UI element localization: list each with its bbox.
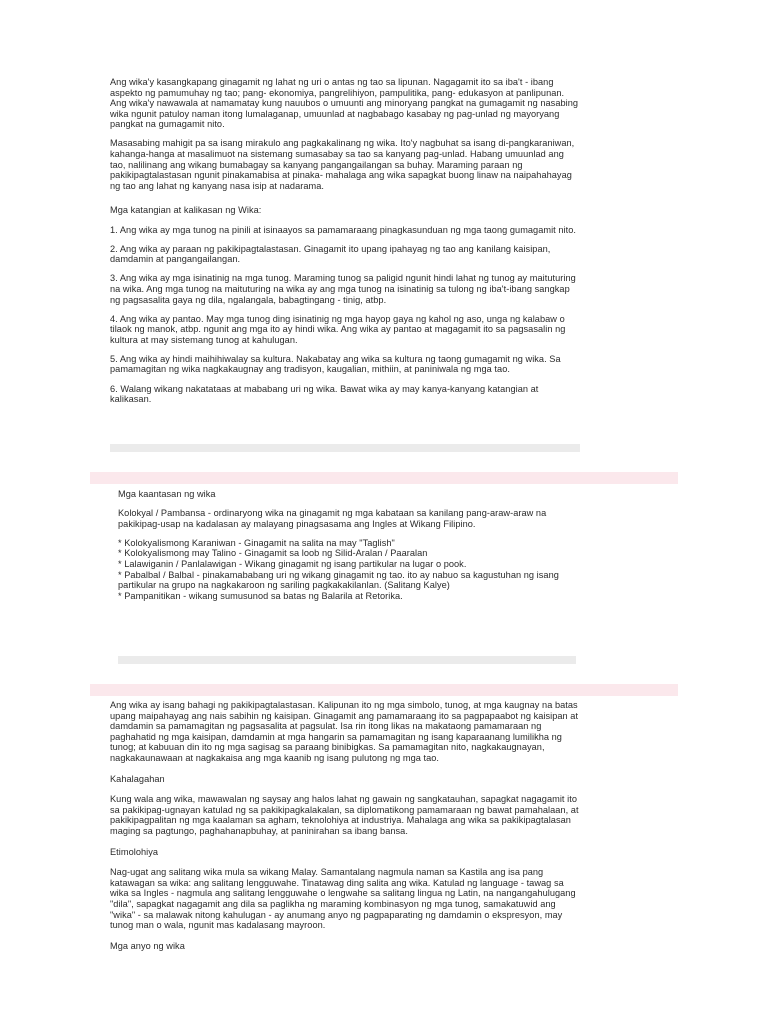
list-item: 5. Ang wika ay hindi maihihiwalay sa kultura. Nakabatay ang wika sa kultura ng taong gumagamit ng wika. Sa pamamagitan ng wika nagkakaugnay ang tradisyon, kaugalian, mithiin, at paniniwala ng mga tao.	[110, 353, 561, 375]
section-heading: Mga katangian at kalikasan ng Wika:	[110, 205, 262, 216]
list-item: * Pampanitikan - wikang sumusunod sa batas ng Balarila at Retorika.	[118, 590, 403, 601]
list-item: 2. Ang wika ay paraan ng pakikipagtalastasan. Ginagamit ito upang ipahayag ng tao ang kanilang kaisipan, damdamin at pangangailangan.	[110, 243, 551, 265]
list-item: * Kolokyalismong Karaniwan - Ginagamit na salita na may "Taglish"	[118, 537, 395, 548]
paragraph-intro-2: Masasabing mahigit pa sa isang mirakulo ang pagkakalinang ng wika. Ito'y nagbuhat sa isang di-pangkaraniwan, kahanga-hanga at masalimuot na sistemang sumasabay sa tao sa kanyang pag-unlad. Habang umuunlad ang tao, nalilinang ang wikang bumabagay sa kanyang pangangailangan sa buhay. Maraming paraan ng pakikipagtalastasan ngunit pinakamabisa at pinaka- mahalaga ang wika sapagkat buong linaw na naipahahayag ng tao ang lahat ng kanyang nasa isip at nadarama.	[110, 138, 575, 191]
paragraph-etimolohiya: Nag-ugat ang salitang wika mula sa wikang Malay. Samantalang nagmula naman sa Kastila ang isa pang katawagan sa wika: ang salitang lengguwahe. Tinatawag ding salita ang wika. Katulad ng language - tawag sa wika sa Ingles - nagmula ang salitang lengguwahe o lengwahe sa salitang lingua ng Latin, na nangangahulugang "dila", sapagkat nagagamit ang dila sa paglikha ng maraming kombinasyon ng mga tunog, samakatuwid ang "wika" - sa malawak nitong kahulugan - ay anumang anyo ng pagpaparating ng damdamin o ekspresyon, may tunog man o wala, ngunit mas kadalasang mayroon.	[110, 867, 576, 931]
paragraph-intro-1: Ang wika'y kasangkapang ginagamit ng lahat ng uri o antas ng tao sa lipunan. Nagagamit ito sa iba't - ibang aspekto ng pamumuhay ng tao; pang- ekonomiya, pangrelihiyon, pampulitika, pang- edukasyon at panlipunan. Ang wika'y nawawala at namamatay kung nauubos o umuunti ang minoryang pangkat na gumagamit ng nasabing wika ngunit patuloy naman itong lumalaganap, umuunlad at nagbabago kasabay ng pag-unlad ng mayoryang pangkat na gumagamit nito.	[110, 77, 579, 130]
list-item: * Pabalbal / Balbal - pinakamababang uri ng wikang ginagamit ng tao. ito ay nabuo sa kagustuhan ng isang partikular na grupo na nagkakaroon ng sariling pagkakakilanlan. (Salitang Kalye)	[118, 569, 559, 591]
page-separator	[90, 472, 678, 484]
page-separator	[90, 684, 678, 696]
list-item: 1. Ang wika ay mga tunog na pinili at isinaayos sa pamamaraang pinagkasunduan ng mga taong gumagamit nito.	[110, 224, 576, 235]
section-heading: Mga kaantasan ng wika	[118, 489, 216, 499]
section-wika	[110, 700, 580, 961]
paragraph-kolokyal: Kolokyal / Pambansa - ordinaryong wika na ginagamit ng mga kabataan sa kanilang pang-araw-araw na pakikipag-usap na kadalasan ay malayang pinagsasama ang Ingles at Wikang Filipino.	[118, 508, 547, 529]
list-item: * Lalawiganin / Panlalawigan - Wikang ginagamit ng isang partikular na lugar o pook.	[118, 558, 467, 569]
list-item: 6. Walang wikang nakatataas at mababang uri ng wika. Bawat wika ay may kanya-kanyang katangian at kalikasan.	[110, 383, 539, 405]
heading-kahalagahan: Kahalagahan	[110, 773, 165, 784]
divider-bar	[110, 444, 580, 452]
list-item: * Kolokyalismong may Talino - Ginagamit sa loob ng Silid-Aralan / Paaralan	[118, 548, 428, 559]
heading-anyo: Mga anyo ng wika	[110, 940, 185, 951]
section-katangian	[110, 77, 580, 413]
list-item: 3. Ang wika ay mga isinatinig na mga tunog. Maraming tunog sa paligid ngunit hindi lahat ng tunog ay maituturing na wika. Ang mga tunog na maituturing na wika ay ang mga tunog na isinatinig sa tulong ng iba't-ibang sangkap ng pagsasalita gaya ng dila, ngalangala, babagtingang - tinig, atbp.	[110, 273, 576, 305]
paragraph-kahalagahan: Kung wala ang wika, mawawalan ng saysay ang halos lahat ng gawain ng sangkatauhan, sapagkat nagagamit ito sa pakikipag-ugnayan katulad ng sa pakikipagkalakalan, sa diplomatikong pamamaraan ng bawat pamahalaan, at pakikipagpalitan ng mga kaalaman sa agham, teknolohiya at industriya. Mahalaga ang wika sa pakikipagtalasan maging sa pagtungo, paghahanapbuhay, at paninirahan sa ibang bansa.	[110, 794, 579, 836]
list-item: 4. Ang wika ay pantao. May mga tunog ding isinatinig ng mga hayop gaya ng kahol ng aso, unga ng kalabaw o tilaok ng manok, atbp. ngunit ang mga ito ay hindi wika. Ang wika ay pantao at magagamit ito sa pagsasalin ng kultura at may sistemang tunog at kahulugan.	[110, 313, 566, 345]
heading-etimolohiya: Etimolohiya	[110, 846, 159, 857]
divider-bar	[118, 656, 576, 664]
paragraph-intro: Ang wika ay isang bahagi ng pakikipagtalastasan. Kalipunan ito ng mga simbolo, tunog, at mga kaugnay na batas upang maipahayag ang nais sabihin ng kaisipan. Ginagamit ang pamamaraang ito sa pagpapaabot ng kaisipan at damdamin sa pamamagitan ng pagsasalita at pagsulat. Isa rin itong likas na makataong pamamaraan ng paghahatid ng mga kaisipan, damdamin at mga hangarin sa pamamagitan ng isang kaparaanang lumilikha ng tunog; at kabuuan din ito ng mga sagisag sa paraang binibigkas. Sa pamamagitan nito, nagkakaugnayan, nagkakaunawaan at nagkakaisa ang mga kaanib ng isang pulutong ng mga tao.	[110, 700, 579, 763]
section-kaantasan	[118, 489, 578, 601]
